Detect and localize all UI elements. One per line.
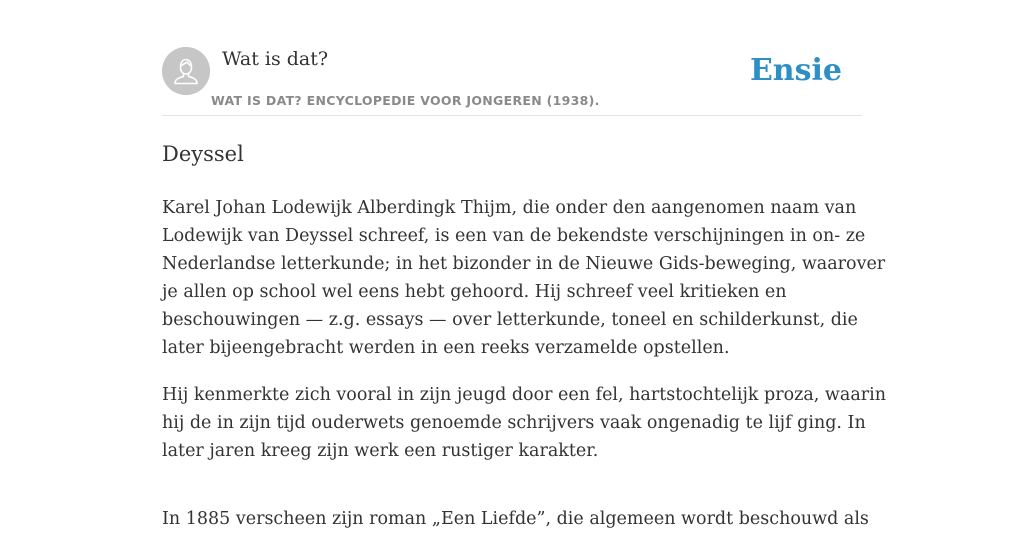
paragraph-line: hij de in zijn tijd ouderwets genoemde schrijvers vaak ongenadig te lijf ging. In — [162, 413, 866, 433]
source-header — [162, 47, 862, 116]
entry-title: Deyssel — [162, 142, 244, 166]
paragraph-line: Karel Johan Lodewijk Alberdingk Thijm, die onder den aangenomen naam van — [162, 198, 857, 218]
paragraph-line: je allen op school wel eens hebt gehoord. Hij schreef veel kritieken en — [162, 282, 787, 302]
paragraph — [162, 194, 886, 362]
brand-logo[interactable]: Ensie — [749, 53, 842, 88]
source-title[interactable]: Wat is dat? — [222, 48, 329, 70]
paragraph — [162, 381, 887, 465]
avatar[interactable] — [162, 47, 210, 95]
paragraph-gap — [162, 465, 862, 505]
source-subtitle: WAT IS DAT? ENCYCLOPEDIE VOOR JONGEREN (1938). — [211, 93, 600, 108]
paragraph-line: later jaren kreeg zijn werk een rustiger karakter. — [162, 441, 599, 461]
paragraph-gap — [162, 362, 862, 381]
paragraph-line: Nederlandse letterkunde; in het bizonder in de Nieuwe Gids-beweging, waarover — [162, 254, 886, 274]
paragraph — [162, 505, 869, 533]
paragraph-line: Lodewijk van Deyssel schreef, is een van de bekendste verschijningen in on- ze — [162, 226, 866, 246]
paragraph-line: Hij kenmerkte zich vooral in zijn jeugd door een fel, hartstochtelijk proza, waarin — [162, 385, 887, 405]
paragraph-line: later bijeengebracht werden in een reeks verzamelde opstellen. — [162, 338, 730, 358]
paragraph-line: In 1885 verscheen zijn roman „Een Liefde”, die algemeen wordt beschouwd als — [162, 509, 869, 529]
user-icon — [162, 47, 210, 95]
article — [162, 138, 887, 533]
paragraph-line: beschouwingen — z.g. essays — over letterkunde, toneel en schilderkunst, die — [162, 310, 858, 330]
